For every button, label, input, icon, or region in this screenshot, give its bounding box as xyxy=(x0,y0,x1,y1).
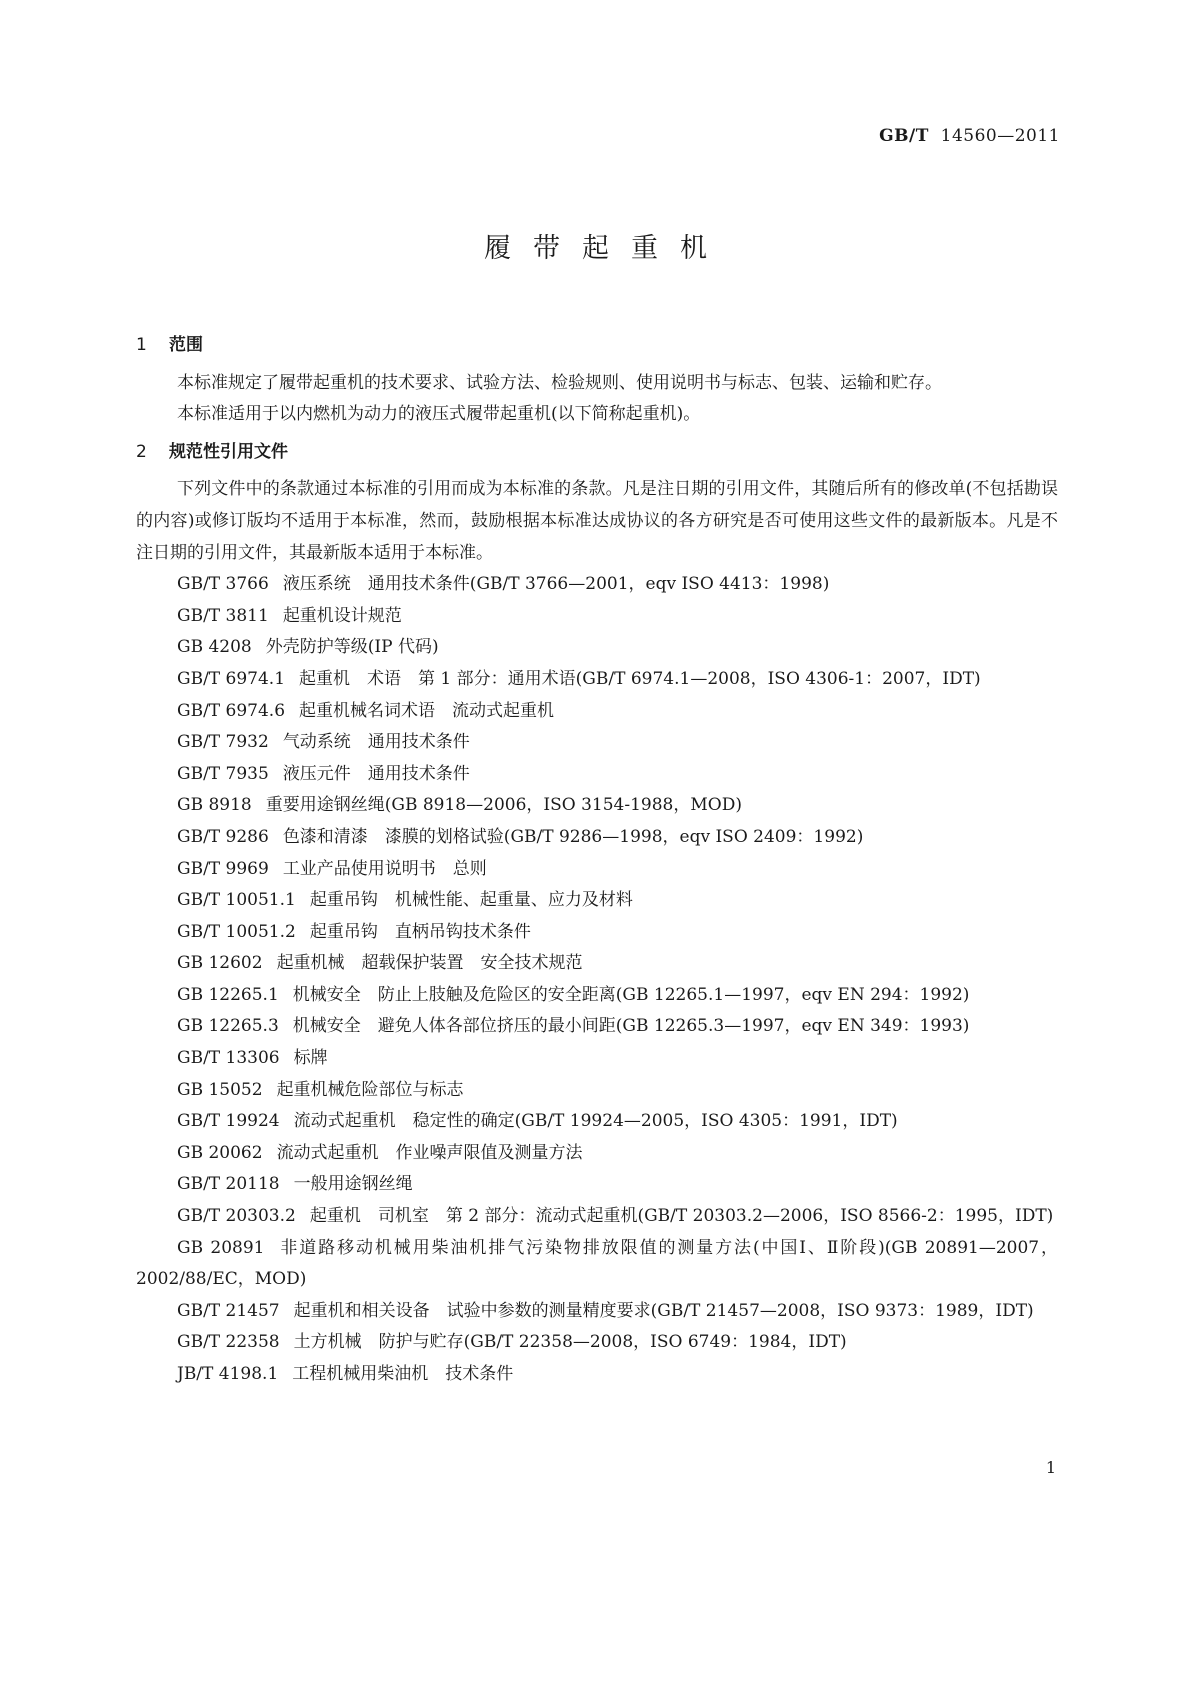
document-body xyxy=(136,322,1058,1391)
reference-item xyxy=(136,1075,1058,1107)
reference-item xyxy=(136,632,1058,664)
reference-item xyxy=(136,1169,1058,1201)
reference-item xyxy=(136,854,1058,886)
reference-title: 起重吊钩 直柄吊钩技术条件 xyxy=(309,921,531,942)
reference-item xyxy=(136,1233,1058,1296)
reference-code: GB/T 10051.1 xyxy=(177,890,296,911)
section-heading-scope: 1 范围 xyxy=(136,335,203,355)
reference-code: GB/T 20303.2 xyxy=(177,1206,296,1227)
reference-title: 机械安全 防止上肢触及危险区的安全距离(GB 12265.1—1997，eqv EN 294：1992) xyxy=(292,984,970,1005)
reference-item xyxy=(136,1106,1058,1138)
reference-title: 色漆和清漆 漆膜的划格试验(GB/T 9286—1998，eqv ISO 2409：1992) xyxy=(282,826,864,847)
reference-title: 机械安全 避免人体各部位挤压的最小间距(GB 12265.3—1997，eqv EN 349：1993) xyxy=(292,1016,970,1037)
reference-code: GB 20891 xyxy=(177,1237,265,1258)
reference-code: GB 8918 xyxy=(177,795,252,816)
reference-title: 土方机械 防护与贮存(GB/T 22358—2008，ISO 6749：1984，IDT) xyxy=(293,1332,847,1353)
reference-title: 起重机设计规范 xyxy=(282,605,402,626)
reference-code: GB/T 6974.1 xyxy=(177,668,286,689)
reference-code: GB/T 9969 xyxy=(177,858,269,879)
section-heading-normative-references: 2 规范性引用文件 xyxy=(136,441,288,462)
reference-list xyxy=(136,569,1058,1390)
reference-title: 起重吊钩 机械性能、起重量、应力及材料 xyxy=(309,890,633,911)
page-number: 1 xyxy=(1045,1458,1056,1477)
reference-code: GB 4208 xyxy=(177,637,252,658)
reference-item xyxy=(136,727,1058,759)
reference-title: 气动系统 通用技术条件 xyxy=(282,732,470,753)
reference-code: GB/T 20118 xyxy=(177,1174,280,1195)
reference-item xyxy=(136,1201,1058,1233)
reference-item xyxy=(136,1296,1058,1328)
reference-title: 起重机和相关设备 试验中参数的测量精度要求(GB/T 21457—2008，ISO 9373：1989，IDT) xyxy=(293,1300,1034,1321)
reference-code: GB/T 3766 xyxy=(177,574,269,595)
reference-code: GB 12265.1 xyxy=(177,984,279,1005)
reference-code: GB/T 13306 xyxy=(177,1048,280,1069)
reference-code: GB/T 22358 xyxy=(177,1332,280,1353)
reference-item xyxy=(136,759,1058,791)
reference-code: GB/T 9286 xyxy=(177,826,269,847)
reference-title: 起重机 司机室 第 2 部分：流动式起重机(GB/T 20303.2—2006，ISO 8566-2：1995，IDT) xyxy=(309,1206,1054,1227)
reference-code: GB/T 10051.2 xyxy=(177,921,296,942)
reference-title: 非道路移动机械用柴油机排气污染物排放限值的测量方法(中国Ⅰ、Ⅱ阶段)(GB 20891—2007，2002/88/EC，MOD) xyxy=(136,1237,1058,1290)
reference-code: GB 15052 xyxy=(177,1079,263,1100)
reference-title: 标牌 xyxy=(293,1048,328,1069)
scope-paragraph: 本标准规定了履带起重机的技术要求、试验方法、检验规则、使用说明书与标志、包装、运输和贮存。 xyxy=(177,372,942,393)
reference-item xyxy=(136,1359,1058,1391)
reference-title: 液压元件 通用技术条件 xyxy=(282,763,470,784)
reference-title: 重要用途钢丝绳(GB 8918—2006，ISO 3154-1988，MOD) xyxy=(265,795,742,816)
reference-item xyxy=(136,1011,1058,1043)
document-title: 履带起重机 xyxy=(484,233,729,264)
reference-code: GB/T 7935 xyxy=(177,763,269,784)
reference-code: JB/T 4198.1 xyxy=(177,1364,279,1384)
reference-item xyxy=(136,569,1058,601)
reference-item xyxy=(136,822,1058,854)
reference-title: 液压系统 通用技术条件(GB/T 3766—2001，eqv ISO 4413：1998) xyxy=(282,574,830,595)
reference-title: 外壳防护等级(IP 代码) xyxy=(265,637,439,658)
reference-item xyxy=(136,1138,1058,1170)
reference-title: 一般用途钢丝绳 xyxy=(293,1174,413,1195)
standard-number: GB/T 14560—2011 xyxy=(879,126,1060,146)
reference-item xyxy=(136,948,1058,980)
references-intro: 下列文件中的条款通过本标准的引用而成为本标准的条款。凡是注日期的引用文件，其随后所有的修改单(不包括勘误的内容)或修订版均不适用于本标准，然而，鼓励根据本标准达成协议的各方研究是否可使用这些文件的最新版本。凡是不注日期的引用文件，其最新版本适用于本标准。 xyxy=(136,479,1058,563)
reference-code: GB 12265.3 xyxy=(177,1016,279,1037)
reference-title: 起重机 术语 第 1 部分：通用术语(GB/T 6974.1—2008，ISO 4306-1：2007，IDT) xyxy=(299,668,981,689)
reference-title: 起重机械危险部位与标志 xyxy=(276,1079,464,1100)
reference-item xyxy=(136,1327,1058,1359)
reference-item xyxy=(136,980,1058,1012)
reference-title: 流动式起重机 稳定性的确定(GB/T 19924—2005，ISO 4305：1991，IDT) xyxy=(293,1111,898,1132)
reference-code: GB/T 21457 xyxy=(177,1300,280,1321)
reference-item xyxy=(136,885,1058,917)
reference-item xyxy=(136,917,1058,949)
reference-code: GB/T 19924 xyxy=(177,1111,280,1132)
reference-code: GB 12602 xyxy=(177,953,263,974)
reference-item xyxy=(136,790,1058,822)
reference-code: GB/T 6974.6 xyxy=(177,700,286,721)
scope-paragraph: 本标准适用于以内燃机为动力的液压式履带起重机(以下简称起重机)。 xyxy=(177,404,701,425)
reference-title: 流动式起重机 作业噪声限值及测量方法 xyxy=(276,1142,583,1163)
reference-title: 工程机械用柴油机 技术条件 xyxy=(292,1364,514,1384)
reference-item xyxy=(136,1043,1058,1075)
reference-title: 起重机械 超载保护装置 安全技术规范 xyxy=(276,953,583,974)
reference-title: 起重机械名词术语 流动式起重机 xyxy=(299,700,555,721)
reference-title: 工业产品使用说明书 总则 xyxy=(282,858,487,879)
reference-code: GB 20062 xyxy=(177,1142,263,1163)
reference-code: GB/T 7932 xyxy=(177,732,269,753)
reference-item xyxy=(136,664,1058,696)
reference-item xyxy=(136,601,1058,633)
reference-code: GB/T 3811 xyxy=(177,605,269,626)
reference-item xyxy=(136,696,1058,728)
